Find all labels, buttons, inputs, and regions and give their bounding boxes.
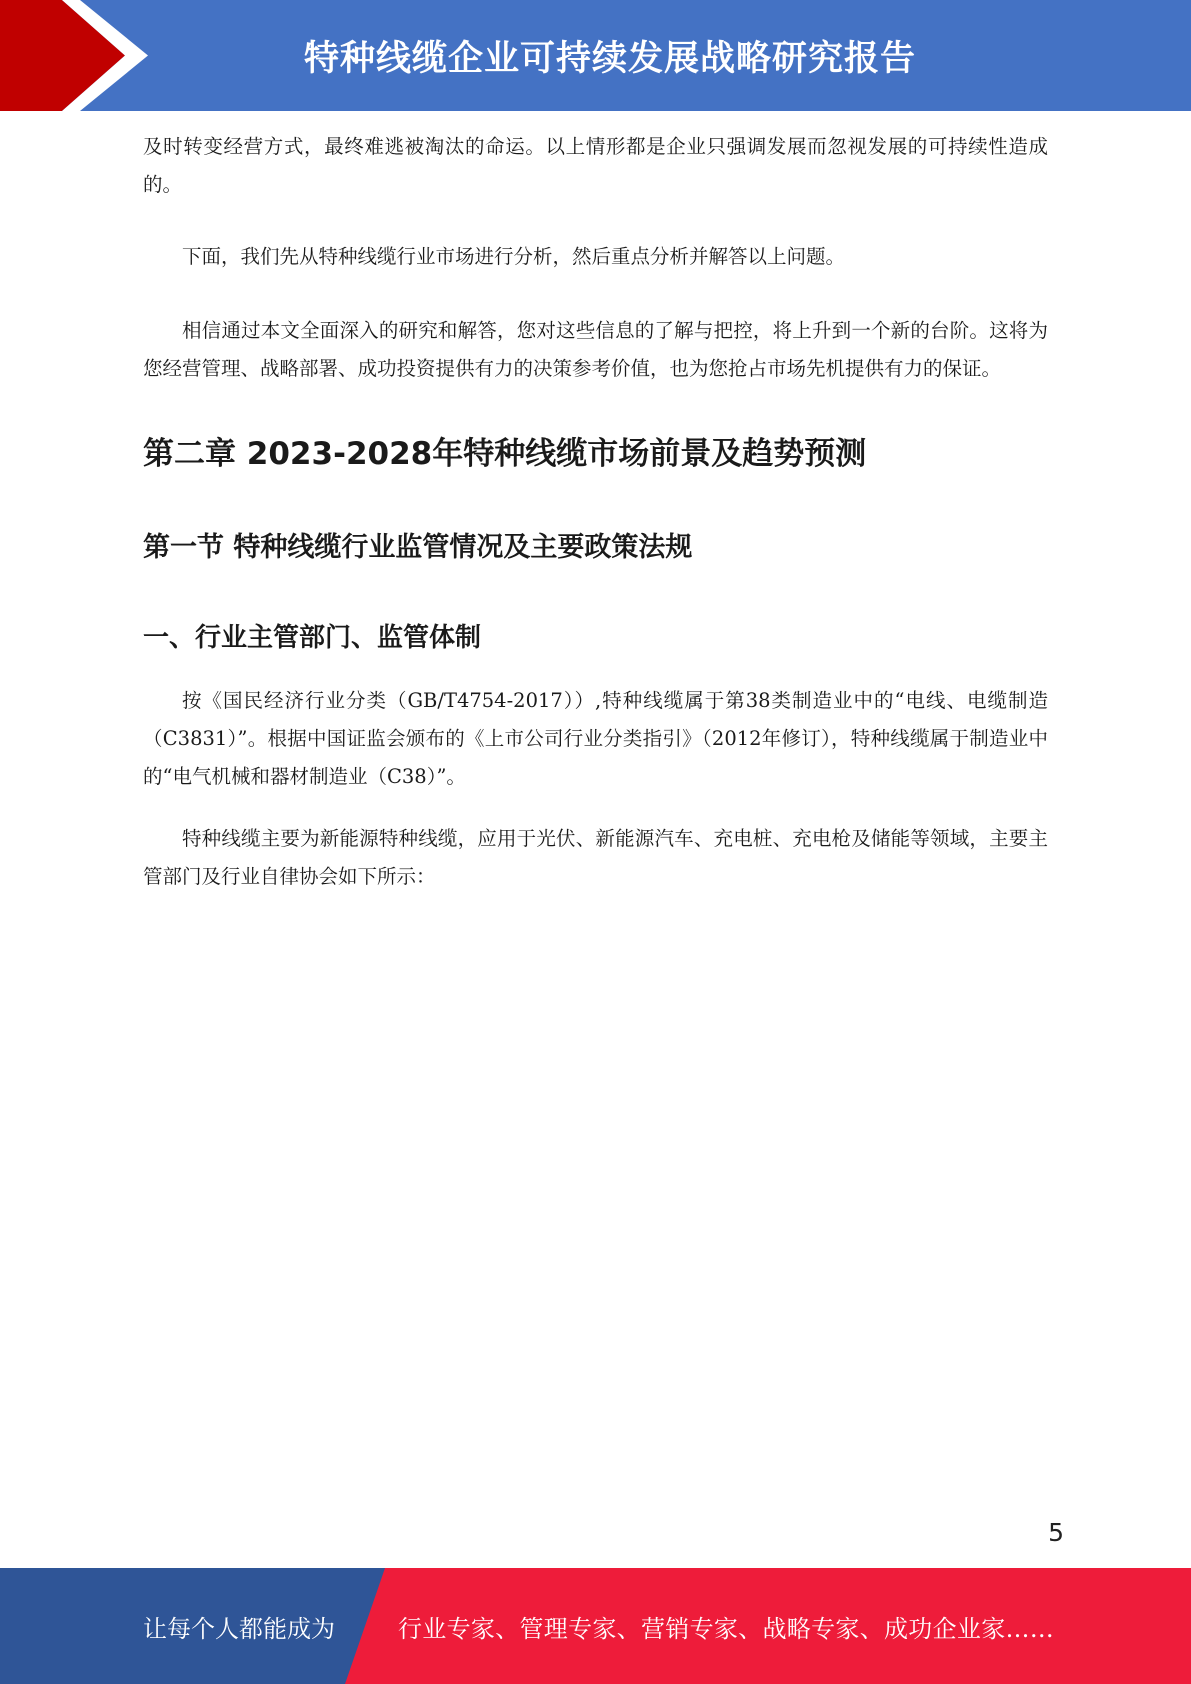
chapter-heading: 第二章 2023-2028年特种线缆市场前景及趋势预测 <box>143 436 867 472</box>
paragraph-classification: 按《国民经济行业分类（GB/T4754-2017））,特种线缆属于第38类制造业中的“电线、电缆制造（C3831）”。根据中国证监会颁布的《上市公司行业分类指引》（2012年修订），特种线缆属于制造业中的“电气机械和器材制造业（C38）”。 <box>143 689 1048 788</box>
page-number: 5 <box>1048 1518 1064 1547</box>
section-heading: 第一节 特种线缆行业监管情况及主要政策法规 <box>143 532 693 563</box>
page-footer <box>0 1568 1191 1684</box>
report-title: 特种线缆企业可持续发展战略研究报告 <box>303 38 916 79</box>
paragraph-belief: 相信通过本文全面深入的研究和解答，您对这些信息的了解与把控，将上升到一个新的台阶。这将为您经营管理、战略部署、成功投资提供有力的决策参考价值，也为您抢占市场先机提供有力的保证。 <box>143 319 1048 380</box>
subsection-heading: 一、行业主管部门、监管体制 <box>143 623 482 653</box>
header-chevron-decoration <box>0 0 160 111</box>
footer-slogan-left: 让每个人都能成为 <box>143 1614 335 1643</box>
document-body <box>143 128 1048 896</box>
footer-slogan-right: 行业专家、管理专家、营销专家、战略专家、成功企业家…… <box>398 1614 1055 1643</box>
paragraph-products: 特种线缆主要为新能源特种线缆，应用于光伏、新能源汽车、充电桩、充电枪及储能等领域，主要主管部门及行业自律协会如下所示： <box>143 827 1048 888</box>
paragraph-continued: 及时转变经营方式，最终难逃被淘汰的命运。以上情形都是企业只强调发展而忽视发展的可持续性造成的。 <box>143 135 1048 196</box>
page-header <box>0 0 1191 111</box>
paragraph-intro: 下面，我们先从特种线缆行业市场进行分析，然后重点分析并解答以上问题。 <box>182 245 846 268</box>
